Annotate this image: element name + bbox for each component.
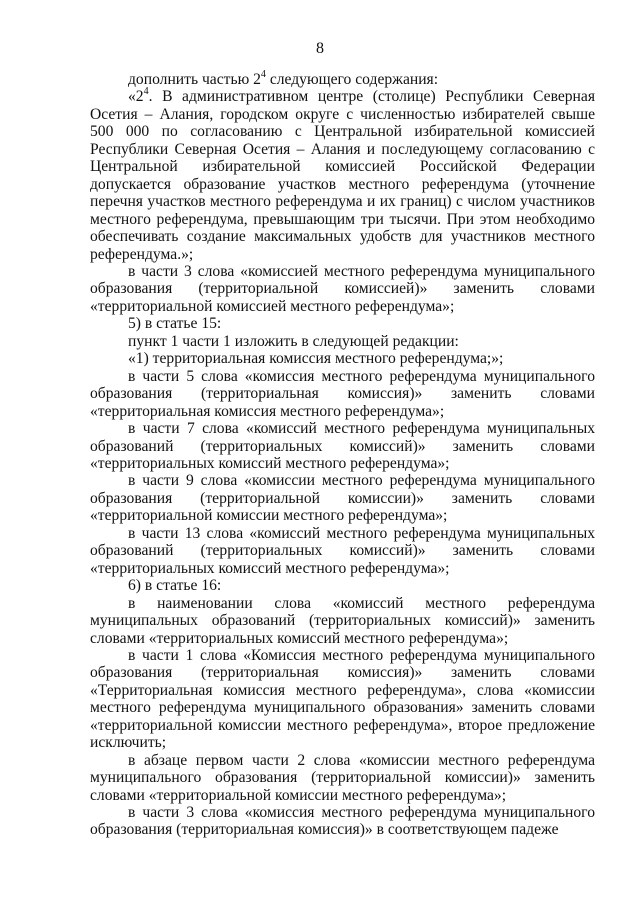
paragraph: в части 7 слова «комиссий местного референдума муниципальных образований (территориальных комиссий)» заменить словами «территориальных комиссий местного референдума»;	[90, 420, 595, 472]
paragraph-text: дополнить частью 2	[128, 71, 261, 88]
paragraph-text: следующего содержания:	[265, 71, 439, 88]
paragraph: в абзаце первом части 2 слова «комиссии местного референдума муниципального образования (территориальной комиссии)» заменить словами «территориальной комиссии местного референдума»;	[90, 751, 595, 804]
paragraph	[90, 88, 595, 263]
paragraph-text: . В административном центре (столице) Республики Северная Осетия – Алания, городском округе с численностью избирателей свыше 500 000 по согласованию с Центральной избирательной комиссией Республики Северная Осетия – Алания и последующему согласованию с Центральной избирательной комиссией Российской Федерации допускается образование участков местного референдума (уточнение перечня участков местного референдума и их границ) с числом участников местного референдума, превышающим три тысячи. При этом необходимо обеспечивать создание максимальных удобств для участников местного референдума.»;	[90, 88, 595, 263]
paragraph: в части 9 слова «комиссии местного референдума муниципального образования (территориальной комиссии)» заменить словами «территориальной комиссии местного референдума»;	[90, 472, 595, 525]
document-body	[90, 68, 595, 839]
paragraph: пункт 1 части 1 изложить в следующей редакции:	[128, 332, 459, 350]
paragraph: в части 5 слова «комиссия местного референдума муниципального образования (территориальная комиссия)» заменить словами «территориальная комиссия местного референдума»;	[90, 367, 595, 420]
paragraph: 6) в статье 16:	[128, 577, 222, 595]
superscript: 4	[143, 86, 149, 98]
paragraph: в части 1 слова «Комиссия местного референдума муниципального образования (территориальная комиссия)» заменить словами «Территориальная комиссия местного референдума», слова «комиссии местного референдума муниципального образования» заменить словами «территориальной комиссии местного референдума», второе предложение исключить;	[90, 646, 595, 752]
paragraph: в части 3 слова «комиссией местного референдума муниципального образования (территориальной комиссией)» заменить словами «территориальной комиссией местного референдума»;	[90, 262, 595, 315]
paragraph-text: «2	[128, 88, 144, 106]
paragraph	[90, 68, 595, 88]
paragraph: 5) в статье 15:	[128, 315, 222, 333]
paragraph: в части 13 слова «комиссий местного референдума муниципальных образований (территориальных комиссий)» заменить словами «территориальных комиссий местного референдума»;	[90, 524, 595, 577]
paragraph: в наименовании слова «комиссий местного референдума муниципальных образований (территориальных комиссий)» заменить словами «территориальных комиссий местного референдума»;	[90, 594, 595, 647]
page-number: 8	[316, 40, 324, 57]
paragraph: в части 3 слова «комиссия местного референдума муниципального образования (территориальная комиссия)» в соответствующем падеже	[90, 804, 595, 839]
superscript: 4	[260, 68, 266, 80]
paragraph: «1) территориальная комиссия местного референдума;»;	[128, 350, 504, 368]
